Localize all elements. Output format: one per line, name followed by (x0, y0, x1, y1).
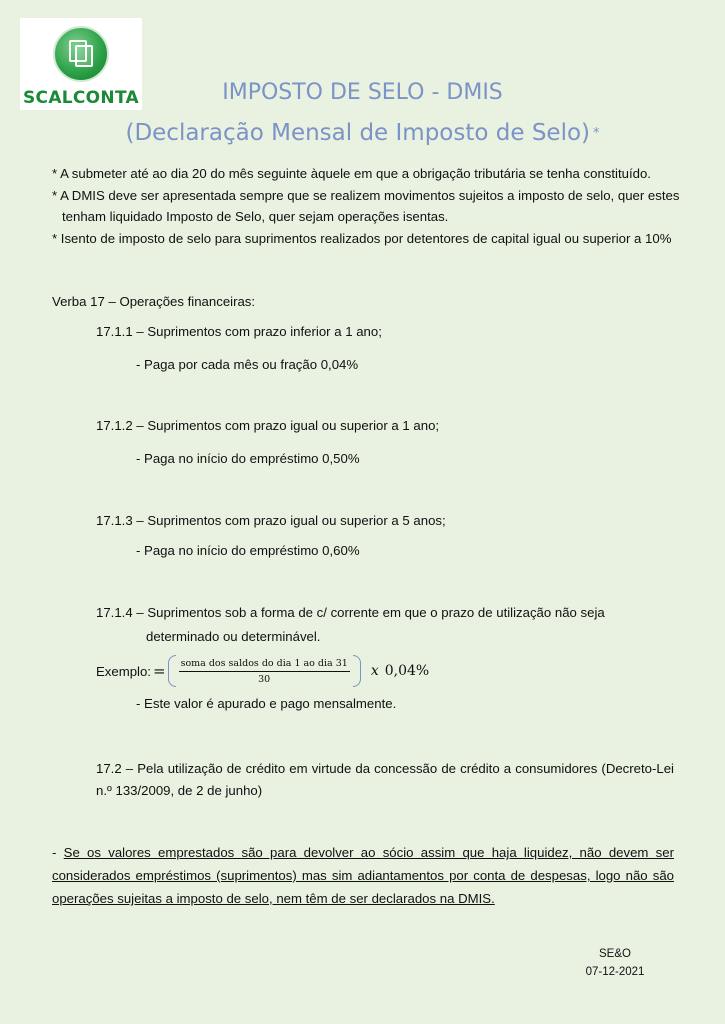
page-subtitle: (Declaração Mensal de Imposto de Selo) * (125, 120, 600, 146)
multiply-sign: x (370, 663, 379, 679)
signature-date: 07-12-2021 (585, 966, 645, 978)
fraction-numerator: soma dos saldos do dia 1 ao dia 31 (179, 658, 350, 672)
document-stack-icon (53, 26, 109, 82)
note-line: * A DMIS deve ser apresentada sempre que se realizem movimentos sujeitos a imposto de selo, quer estes (52, 187, 680, 203)
item-17-1-2-rate: - Paga no início do empréstimo 0,50% (136, 451, 360, 466)
item-17-1-1: 17.1.1 – Suprimentos com prazo inferior a 1 ano; (96, 324, 382, 339)
example-formula (96, 653, 429, 689)
item-17-2: 17.2 – Pela utilização de crédito em virtude da concessão de crédito a consumidores (Decreto-Lei n.º 133/2009, de 2 de junho) (96, 761, 674, 798)
fraction-denominator: 30 (258, 673, 271, 685)
notes-list (52, 163, 682, 249)
page-title: IMPOSTO DE SELO - DMIS (222, 80, 503, 105)
fraction (176, 658, 353, 685)
footnote-paragraph: - Se os valores emprestados são para devolver ao sócio assim que haja liquidez, não devem ser considerados empréstimos (suprimentos) mas sim adiantamentos por conta de despesas, logo não são operações sujeitas a imposto de selo, nem têm de ser declarados na DMIS. (52, 845, 674, 906)
note-line: * Isento de imposto de selo para suprimentos realizados por detentores de capital igual ou superior a 10% (52, 230, 672, 246)
signature-block (560, 945, 670, 981)
logo-text: SCALCONTA (23, 88, 139, 108)
section-heading: Verba 17 – Operações financeiras: (52, 294, 256, 309)
rate-value: 0,04% (384, 663, 430, 679)
item-17-1-3: 17.1.3 – Suprimentos com prazo igual ou superior a 5 anos; (96, 513, 446, 528)
note-line: tenham liquidado Imposto de Selo, quer sejam operações isentas. (62, 209, 449, 224)
item-17-1-3-rate: - Paga no início do empréstimo 0,60% (136, 543, 360, 558)
formula-expression (168, 655, 361, 687)
item-17-1-4: 17.1.4 – Suprimentos sob a forma de c/ corrente em que o prazo de utilização não seja determinado ou determinável. (96, 605, 605, 644)
item-17-1-2: 17.1.2 – Suprimentos com prazo igual ou superior a 1 ano; (96, 418, 440, 433)
item-17-1-1-rate: - Paga por cada mês ou fração 0,04% (136, 357, 359, 372)
example-label: Exemplo: (96, 663, 151, 679)
item-17-1-4-note: - Este valor é apurado e pago mensalmente. (136, 696, 397, 711)
signature-initials: SE&O (599, 948, 631, 960)
note-line: * A submeter até ao dia 20 do mês seguinte àquele em que a obrigação tributária se tenha constituído. (52, 166, 651, 181)
equals-sign: = (152, 662, 166, 680)
